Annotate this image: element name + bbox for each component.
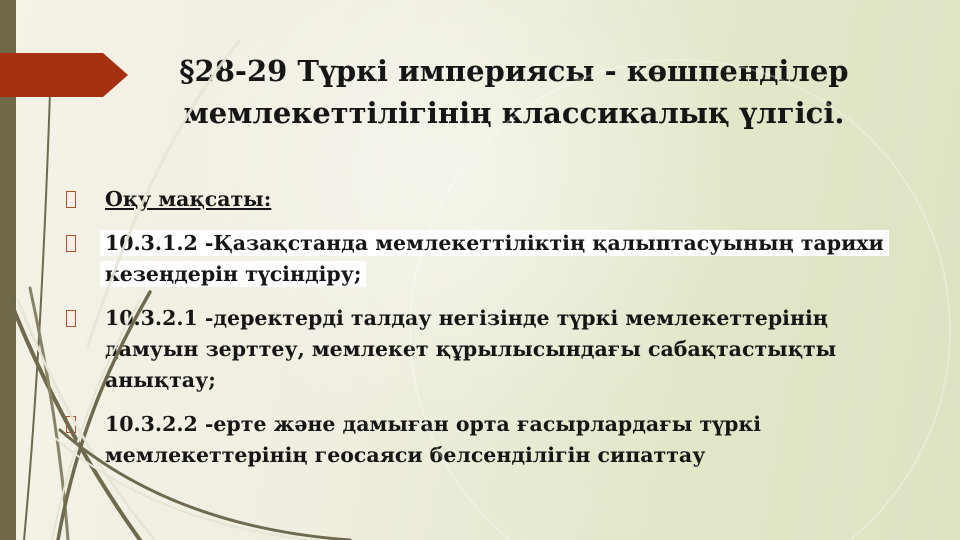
reed-stem-icon bbox=[30, 288, 68, 540]
title-line: §28-29 Түркі империясы - көшпенділер bbox=[179, 54, 849, 88]
list-item bbox=[64, 303, 910, 396]
list-item bbox=[64, 228, 910, 290]
bullet-square-icon bbox=[66, 235, 76, 252]
title-line: мемлекеттілігінің классикалық үлгісі. bbox=[183, 96, 845, 130]
reed-stem-icon bbox=[24, 92, 50, 540]
slide-title bbox=[118, 50, 910, 134]
objective-label bbox=[105, 409, 895, 471]
objective-text: Оқу мақсаты: bbox=[105, 187, 272, 211]
bullet-square-icon bbox=[66, 191, 76, 208]
bullet-square-icon bbox=[66, 416, 76, 433]
objective-label bbox=[105, 303, 895, 396]
bullet-square-icon bbox=[66, 310, 76, 327]
objective-label bbox=[105, 228, 895, 290]
objective-text: 10.3.1.2 -Қазақстанда мемлекеттіліктің қалыптасуының тарихи кезеңдерін түсіндіру; bbox=[100, 230, 889, 287]
left-bar bbox=[0, 0, 16, 540]
objective-label bbox=[105, 184, 271, 215]
red-arrow-shape bbox=[0, 53, 128, 97]
list-item bbox=[64, 184, 910, 215]
objective-text: 10.3.2.1 -деректерді талдау негізінде түркі мемлекеттерінің дамуын зерттеу, мемлекет құрылысындағы сабақтастықты анықтау; bbox=[105, 306, 837, 392]
list-item bbox=[64, 409, 910, 471]
objectives-list bbox=[64, 184, 910, 484]
objective-text: 10.3.2.2 -ерте және дамыған орта ғасырлардағы түркі мемлекеттерінің геосаяси белсенділігін сипаттау bbox=[105, 412, 761, 467]
